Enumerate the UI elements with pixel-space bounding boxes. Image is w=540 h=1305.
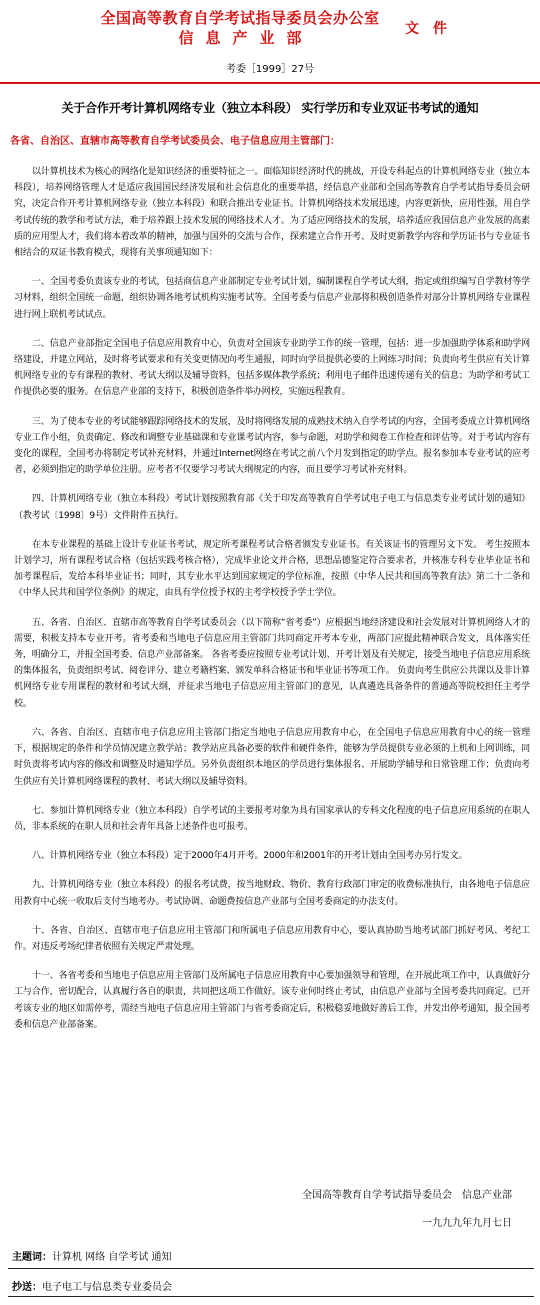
body-paragraph: 在本专业课程的基础上设计专业证书考试，规定所考课程考试合格者颁发专业证书。有关该证书的管理另文下发。 考生按照本计划学习，所有课程考试合格（包括实践考核合格），完成毕业论文并合格，思想品德鉴定符合要求者，并核准专科专业毕业证书和加考课程后，发给本科毕业证书；同时，其专业水平达到国家规定的学位标准，按照《中华人民共和国高等教育法》第二十二条和《中华人民共和国学位条例》的规定，由具有学位授予权的主考学校授予学士学位。 [14, 539, 530, 599]
meta-divider [8, 1268, 534, 1269]
body-paragraph: 九、计算机网络专业（独立本科段）的报名考试费，按当地财政、物价、教育行政部门审定的收费标准执行，由各地电子信息应用教育中心统一收取后支付当地考办。考试协调、命题费按信息产业部与全国考委商定的办法支付。 [14, 880, 530, 907]
body-paragraph: 四、计算机网络专业（独立本科段）考试计划按照教育部《关于印发高等教育自学考试电子电工与信息类专业考试计划的通知》（教考试〔1998〕9号）文件附件五执行。 [14, 494, 530, 521]
cc-value: 电子电工与信息类专业委员会 [42, 1282, 172, 1293]
issuer-block [95, 8, 385, 48]
document-body [14, 164, 530, 1046]
body-paragraph: 十、各省、自治区、直辖市电子信息应用主管部门和所属电子信息应用教育中心，要认真协助当地考试部门抓好考风、考纪工作。对违反考场纪律者依照有关规定严肃处理。 [14, 925, 530, 952]
body-paragraph: 十一、各省考委和当地电子信息应用主管部门及所属电子信息应用教育中心要加强领导和管理，在开展此项工作中，认真做好分工与合作，密切配合，认真履行各自的职责，共同把这项工作做好。该专业何时终止考试，由信息产业部与全国考委共同商定。已开考该专业的地区如需停考，需经当地电子信息应用主管部门与省考委商定后，积极稳妥地做好善后工作，并发出停考通知，报全国考委和信息产业部备案。 [14, 971, 530, 1030]
body-paragraph: 一、全国考委负责该专业的考试，包括商信息产业部制定专业考试计划，编制课程自学考试大纲，指定或组织编写自学教材等学习材料，组织全国统一命题，组织协调各地考试机构实施考试等。全国考委与信息产业部将积极创造条件对部分计算机网络专业课程进行网上联机考试试点。 [14, 277, 530, 320]
body-paragraph: 七、参加计算机网络专业（独立本科段）自学考试的主要报考对象为具有国家承认的专科文化程度的电子信息应用系统的在职人员，非本系统的在职人员和社会青年具备上述条件也可报考。 [14, 805, 530, 832]
cc-line [12, 1278, 172, 1293]
subject-keywords [12, 1248, 172, 1263]
issuer-line-1: 全国高等教育自学考试指导委员会办公室 [100, 9, 380, 27]
signature-block [302, 1182, 512, 1238]
addressee: 各省、自治区、直辖市高等教育自学考试委员会、电子信息应用主管部门： [10, 136, 340, 147]
signature-org: 全国高等教育自学考试指导委员会 信息产业部 [302, 1190, 512, 1201]
body-paragraph: 三、为了使本专业的考试能够跟踪网络技术的发展，及时将网络发展的成熟技术纳入自学考试的内容，全国考委成立计算机网络专业工作小组，负责确定、修改和调整专业基础课和专业课考试内容，参与命题，对助学和阅卷工作检查和评估等。对于考试内容有变化的课程，全国考办将制定考试补充材料，并通过Internet网络在考试之前八个月发到指定的助学点。报名参加本专业考试的应考者，必须到指定的助学单位注册。应考者不仅要学习考试大纲规定的内容，而且要学习考试补充材料。 [14, 416, 530, 476]
signature-date: 一九九九年九月七日 [422, 1218, 512, 1229]
body-paragraph: 五、各省、自治区、直辖市高等教育自学考试委员会（以下简称“省考委”）应根据当地经济建设和社会发展对计算机网络人才的需要，积极支持本专业开考。省考委和当地电子信息应用主管部门共同商定开考本专业，两部门应提此精神联合发文，具体落实任务，明确分工，并报全国考委、信息产业部备案。 各省考委应按照专业考试计划、开考计划及有关规定，接受当地电子信息应用系统的集体报名，负责组织考试、阅卷评分、建立考籍档案、颁发单科合格证书和毕业证书等项工作。 负责向考生供应公共课以及非计算机网络专业专用课程的教材和考试大纲，并征求当地电子信息应用主管部门的意见，认真遴选具备条件的普通高等院校担任主考学校。 [14, 617, 531, 709]
document-number: 考委［1999］27号 [225, 64, 315, 75]
issuer-line-2: 信息产业部 [178, 29, 314, 47]
meta-divider [8, 1296, 534, 1297]
body-paragraph: 六、各省、自治区、直辖市电子信息应用主管部门指定当地电子信息应用教育中心，在全国电子信息应用教育中心的统一管理下，根据规定的条件和学员情况建立教学站；教学站应具备必要的软件和硬件条件，能够为学员提供专业必须的上机和上网训练，同时负责将考试内容的修改和调整及时通知学员。另外负责组织本地区的学员进行集体报名、开展助学辅导和日常管理工作；负责向考生供应有关计算机网络课程的教材、考试大纲以及辅导资料。 [14, 727, 530, 787]
body-paragraph: 八、计算机网络专业（独立本科段）定于2000年4月开考。2000年和2001年的开考计划由全国考办另行发文。 [32, 851, 468, 862]
body-paragraph: 以计算机技术为核心的网络化是知识经济的重要特征之一。面临知识经济时代的挑战，开设专科起点的计算机网络专业（独立本科段），培养网络管理人才是适应我国国民经济发展和社会信息化的重要举措，经信息产业部和全国高等教育自学考试指导委员会研究，决定合作开考计算机网络专业（独立本科段）和联合推出专业证书。计算机网络技术发展迅速，内容更新快，应用性强，用自学考试传统的教学和考试方法，难于培养跟上技术发展的网络技术人才。为了适应网络技术的发展，培养适应我国信息产业发展的高素质的应用型人才，我们将本着改革的精神，加强与国外的交流与合作，探索建立合作开考、及时更新教学内容和学历证书与专业证书相结合的双证书教育模式，现将有关事项通知如下： [14, 167, 530, 259]
body-paragraph: 二、信息产业部指定全国电子信息应用教育中心，负责对全国该专业助学工作的统一管理，包括：进一步加强助学体系和助学网络建设，并建立网站，及时将考试要求和有关变更情况向考生通报，同时向学员提供必要的上网练习时间；负责向考生供应有关计算机网络专业的专有课程的教材、考试大纲以及辅导资料，包括多媒体教学系统；利用电子邮件迅速传递有关的信息；为助学和考试工作提供必要的服务。在信息产业部的支持下，积极创造条件举办网校，实施远程教育。 [14, 338, 530, 398]
header-divider [0, 82, 540, 84]
subject-value: 计算机 网络 自学考试 通知 [52, 1252, 172, 1263]
cc-label: 抄送： [12, 1282, 42, 1293]
document-header [0, 6, 540, 52]
doc-type-label: 文件 [405, 21, 461, 37]
subject-label: 主题词： [12, 1252, 52, 1263]
document-title: 关于合作开考计算机网络专业（独立本科段） 实行学历和专业双证书考试的通知 [61, 101, 479, 115]
